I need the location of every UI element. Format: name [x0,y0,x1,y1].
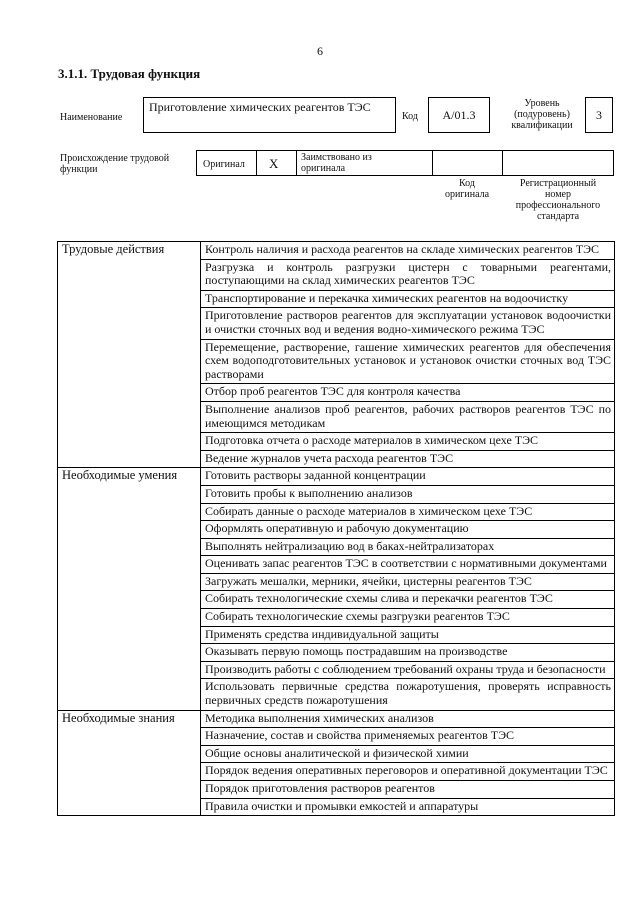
table-cell: Использовать первичные средства пожаротушения, проверять исправность первичных средств пожаротушения [201,679,615,710]
original-code-caption-line-1: Код [459,178,475,189]
level-label [500,98,584,131]
table-row [58,710,615,728]
table-cell: Готовить пробы к выполнению анализов [201,485,615,503]
table-cell: Разгрузка и контроль разгрузки цистерн с товарными реагентами, поступающими на склад химических реагентов ТЭС [201,259,615,290]
table-cell: Контроль наличия и расхода реагентов на складе химических реагентов ТЭС [201,242,615,260]
table-cell: Приготовление растворов реагентов для эксплуатации установок водоочистки и очистки сточных вод и ведения водно-химического режима ТЭС [201,308,615,339]
function-name-field: Приготовление химических реагентов ТЭС [143,97,396,133]
table-cell: Отбор проб реагентов ТЭС для контроля качества [201,384,615,402]
table-cell: Собирать технологические схемы слива и перекачки реагентов ТЭС [201,591,615,609]
section-title: 3.1.1. Трудовая функция [58,66,201,81]
name-label: Наименование [60,112,123,123]
level-label-line-2: (подуровень) [514,109,570,120]
registration-number-caption [502,178,614,222]
table-cell: Назначение, состав и свойства применяемых реагентов ТЭС [201,728,615,746]
page-number: 6 [317,44,323,58]
table-cell: Методика выполнения химических анализов [201,710,615,728]
code-value-field: А/01.3 [428,97,490,133]
table-cell: Загружать мешалки, мерники, ячейки, цистерны реагентов ТЭС [201,573,615,591]
table-cell: Подготовка отчета о расходе материалов в химическом цехе ТЭС [201,433,615,451]
level-label-line-3: квалификации [511,120,573,131]
table-row [58,468,615,486]
registration-caption-line-2: номер [545,189,571,200]
table-cell: Порядок приготовления растворов реагентов [201,781,615,799]
section-title-cell: Необходимые знания [58,710,201,816]
table-cell: Выполнение анализов проб реагентов, рабочих растворов реагентов ТЭС по имеющимся методикам [201,401,615,432]
table-cell: Порядок ведения оперативных переговоров и оперативной документации ТЭС [201,763,615,781]
original-cell [197,151,257,175]
table-cell: Собирать технологические схемы разгрузки реагентов ТЭС [201,609,615,627]
table-cell: Перемещение, растворение, гашение химических реагентов для обеспечения схем водоподготовительных установок и установок очистки сточных вод ТЭС растворами [201,339,615,384]
table-cell: Собирать данные о расходе материалов в химическом цехе ТЭС [201,503,615,521]
labor-function-table [57,241,615,816]
section-title-cell: Необходимые умения [58,468,201,710]
registration-caption-line-4: стандарта [536,211,580,222]
table-cell: Производить работы с соблюдением требований охраны труда и безопасности [201,661,615,679]
table-row [58,242,615,260]
level-value-field: 3 [585,97,613,133]
original-mark: X [269,156,279,171]
table-cell: Транспортирование и перекачка химических реагентов на водоочистку [201,290,615,308]
original-label: Оригинал [203,159,245,170]
origin-label [60,153,169,175]
registration-caption-line-3: профессионального [515,200,601,211]
table-cell: Выполнять нейтрализацию вод в баках-нейтрализаторах [201,538,615,556]
borrowed-cell [297,151,433,175]
table-cell: Оценивать запас реагентов ТЭС в соответствии с нормативными документами [201,556,615,574]
original-code-cell [433,151,503,175]
table-cell: Правила очистки и промывки емкостей и аппаратуры [201,798,615,816]
borrowed-label-line-1: Заимствовано из [301,152,372,163]
registration-number-cell [503,151,613,175]
table-cell: Оказывать первую помощь пострадавшим на производстве [201,644,615,662]
borrowed-label-line-2: оригинала [301,163,346,174]
registration-caption-line-1: Регистрационный [519,178,597,189]
origin-label-line-2: функции [60,164,98,175]
level-label-line-1: Уровень [524,98,560,109]
borrowed-label [301,152,372,174]
table-cell: Оформлять оперативную и рабочую документацию [201,521,615,539]
table-cell: Готовить растворы заданной концентрации [201,468,615,486]
origin-label-line-1: Происхождение трудовой [60,153,170,164]
origin-table [196,150,614,176]
table-cell: Применять средства индивидуальной защиты [201,626,615,644]
section-title-cell: Трудовые действия [58,242,201,468]
code-label: Код [402,111,418,122]
original-mark-cell [257,151,297,175]
original-code-caption [432,178,502,200]
table-cell: Общие основы аналитической и физической химии [201,745,615,763]
original-code-caption-line-2: оригинала [444,189,490,200]
table-cell: Ведение журналов учета расхода реагентов ТЭС [201,450,615,468]
